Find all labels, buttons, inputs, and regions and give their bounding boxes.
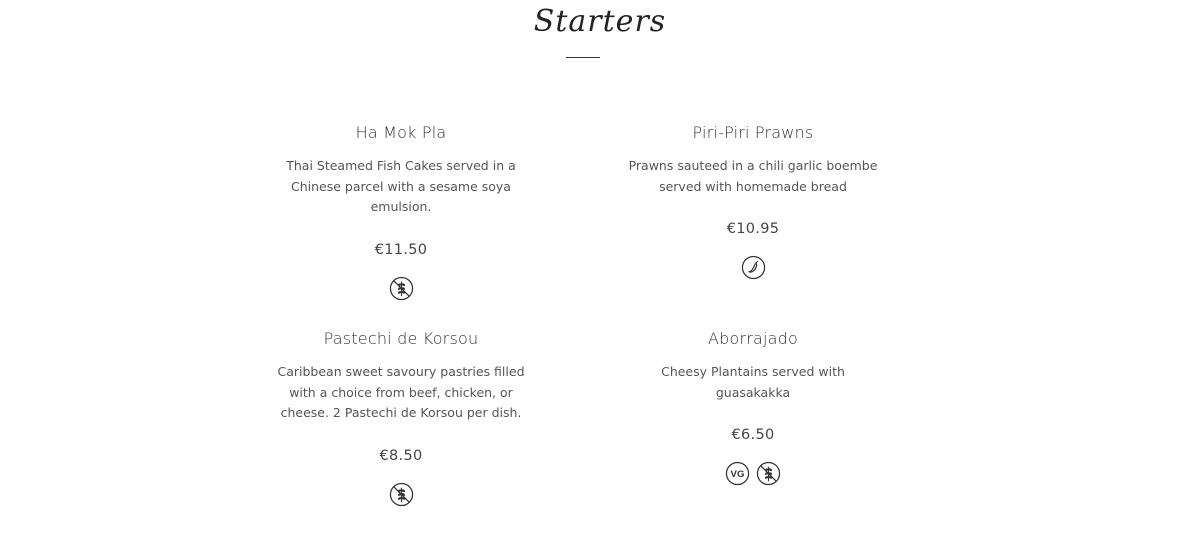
item-description: Cheesy Plantains served with guasakakka	[661, 364, 845, 400]
gluten-free-icon	[756, 461, 781, 486]
item-description: Prawns sauteed in a chili garlic boembe served with homemade bread	[628, 158, 878, 194]
item-name: Piri-Piri Prawns	[692, 123, 814, 142]
section-title: Starters	[533, 4, 667, 39]
vegan-badge-text: VG	[730, 469, 745, 481]
gluten-free-icon	[389, 276, 414, 301]
menu-item-piri-piri-prawns	[618, 122, 888, 281]
menu-item-ha-mok-pla	[266, 122, 536, 302]
item-description: Caribbean sweet savoury pastries filled with a choice from beef, chicken, or cheese. 2 Pastechi de Korsou per dish.	[277, 364, 525, 420]
dietary-badges	[266, 482, 536, 508]
dietary-badges	[618, 255, 888, 281]
chili-spicy-icon	[741, 255, 766, 280]
dietary-badges	[266, 276, 536, 302]
item-price: €11.50	[374, 241, 428, 258]
item-description: Thai Steamed Fish Cakes served in a Chinese parcel with a sesame soya emulsion.	[286, 158, 516, 214]
item-price: €10.95	[726, 221, 780, 237]
item-price: €6.50	[731, 427, 775, 443]
dietary-badges	[618, 461, 888, 487]
menu-item-aborrajado	[618, 328, 888, 487]
menu-item-pastechi-de-korsou	[266, 328, 536, 508]
title-divider	[566, 57, 600, 58]
item-name: Pastechi de Korsou	[323, 329, 479, 348]
vegan-icon	[725, 461, 750, 486]
item-name: Ha Mok Pla	[355, 123, 447, 142]
item-price: €8.50	[379, 447, 423, 464]
gluten-free-icon	[389, 482, 414, 507]
item-name: Aborrajado	[707, 329, 799, 348]
